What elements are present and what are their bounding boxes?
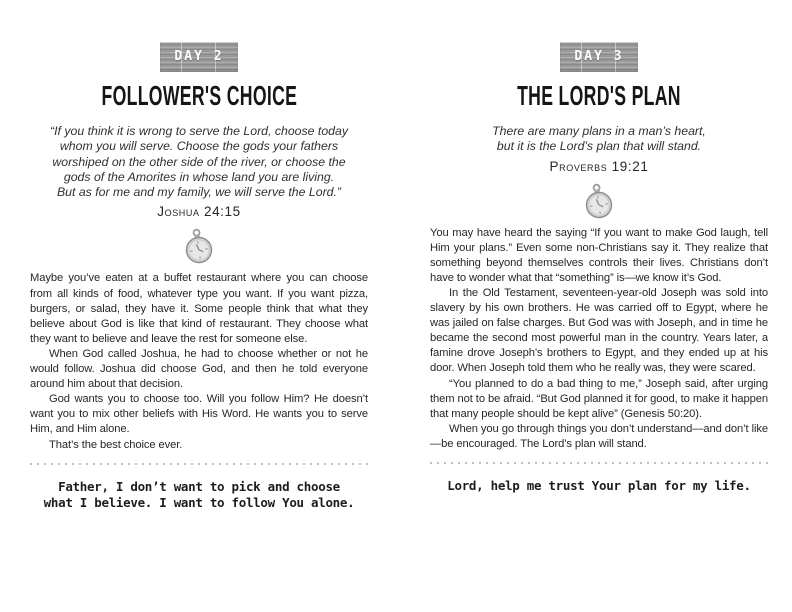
verse-line: “If you think it is wrong to serve the Lord, choose today: [49, 124, 348, 138]
prayer-line: what I believe. I want to follow You alone.: [43, 495, 355, 511]
body-paragraph: “You planned to do a bad thing to me,” Joseph said, after urging them not to be afraid. “But God planned it for good, to make it happen that many people should be kept alive” (Genesis 50:20).: [430, 377, 768, 420]
verse-line: But as for me and my family, we will serve the Lord.”: [56, 185, 342, 200]
body-paragraph: That’s the best choice ever.: [49, 438, 183, 451]
page-right: [430, 0, 768, 612]
day-badge: [160, 42, 238, 72]
pocket-watch-icon: [30, 227, 368, 265]
body-paragraph: Maybe you’ve eaten at a buffet restaurant where you can choose from all kinds of food, whatever type you want. If you want pizza, burgers, or salad, they have it. Some people think that what they believe about God is like that kind of restaurant. They choose what they want to believe and leave the rest for someone else.: [30, 272, 368, 345]
body-paragraph: When God called Joshua, he had to choose whether or not he would follow. Joshua did choose God, and then he told everyone around him about that decision.: [30, 347, 368, 391]
day-badge: [560, 42, 638, 72]
body-paragraph: God wants you to choose too. Will you follow Him? He doesn’t want you to mix other beliefs with His Word. He wants you to serve Him, and Him alone.: [30, 393, 368, 436]
body-paragraph: In the Old Testament, seventeen-year-old Joseph was sold into slavery by his own brothers. He was carried off to Egypt, where he was jailed on false charges. But God was with Joseph, and in time he became the second most powerful man in the country. Years later, a famine drove Joseph’s brothers to Egypt, and they ended up at his door. When Joseph told them who he really was, they were scared.: [430, 286, 768, 375]
body-paragraph: When you go through things you don’t understand—and don’t like—be encouraged. The Lord’s plan will stand.: [430, 422, 768, 450]
day-badge-label: DAY 2: [174, 49, 224, 64]
day-badge-row: [430, 42, 768, 72]
verse-line: but it is the Lord’s plan that will stand.: [496, 139, 702, 154]
dotted-divider: [30, 463, 368, 465]
page-title: FOLLOWER'S CHOICE: [101, 80, 297, 111]
verse-quote: [30, 124, 368, 200]
prayer-line: Father, I don’t want to pick and choose: [58, 478, 340, 494]
verse-line: There are many plans in a man’s heart,: [492, 124, 706, 138]
pocket-watch-icon: [430, 182, 768, 220]
body-text: [30, 271, 368, 452]
body-paragraph: You may have heard the saying “If you want to make God laugh, tell Him your plans.” Even some non-Christians say it. They realize that something beyond themselves controls their lives. Christians don’t have to wonder what that “something” is—we know it’s God.: [430, 226, 768, 284]
page-left: [30, 0, 368, 612]
prayer-line: Lord, help me trust Your plan for my life.: [447, 478, 751, 493]
day-badge-label: DAY 3: [574, 49, 624, 64]
day-badge-row: [30, 42, 368, 72]
prayer-text: [30, 479, 368, 512]
body-text: [430, 226, 768, 452]
verse-line: gods of the Amorites in whose land you are living.: [63, 169, 335, 184]
verse-quote: [430, 124, 768, 155]
dotted-divider: [430, 462, 768, 464]
verse-reference: Proverbs 19:21: [549, 158, 649, 174]
page-title: THE LORD'S PLAN: [517, 80, 681, 111]
verse-reference: Joshua 24:15: [157, 204, 241, 220]
verse-line: whom you will serve. Choose the gods your fathers: [59, 139, 339, 154]
prayer-text: [430, 478, 768, 495]
verse-line: worshiped on the other side of the river, or choose the: [52, 154, 346, 169]
